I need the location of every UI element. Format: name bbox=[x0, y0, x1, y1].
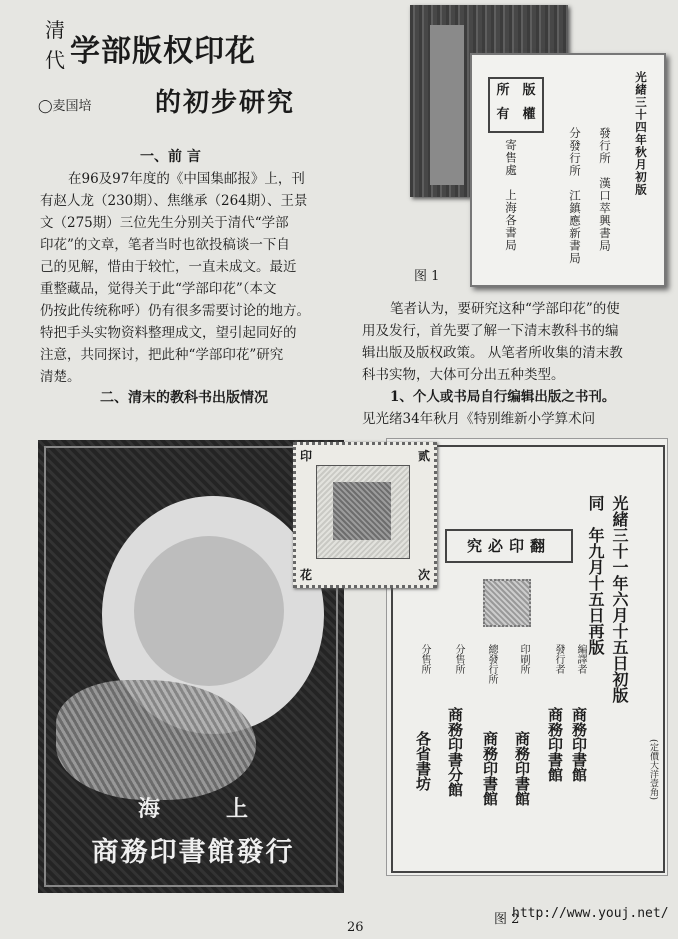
text-line: 辑出版及版权政策。 从笔者所收集的清末教 bbox=[362, 345, 623, 361]
price-note: (定價大洋壹角) bbox=[648, 739, 658, 801]
text-line: 印花”的文章，笔者当时也欲投稿谈一下自 bbox=[40, 237, 290, 253]
figure1-label: 图 1 bbox=[414, 269, 440, 284]
stamp-corner: 贰 bbox=[417, 449, 430, 463]
copyright-seal: 究必印翻 bbox=[445, 529, 573, 563]
text-line: 重整藏品，觉得关于此“学部印花”（本文 bbox=[40, 281, 277, 297]
title-prefix-char: 代 bbox=[45, 48, 65, 72]
title-prefix-char: 清 bbox=[45, 18, 65, 42]
stamp-char: 所 bbox=[496, 83, 510, 98]
section-heading-textbooks: 二、清末的教科书出版情况 bbox=[100, 390, 268, 406]
role-label: 編譯者 bbox=[575, 644, 586, 674]
stamp-char: 有 bbox=[496, 107, 510, 122]
stamp-corner: 花 bbox=[300, 568, 313, 582]
publisher-line: 發行所 漢口萃興書局 bbox=[598, 127, 612, 252]
role-label: 發行者 bbox=[553, 644, 564, 674]
stamp-inner bbox=[316, 465, 410, 559]
cover-publisher: 商務印書館發行 bbox=[91, 837, 295, 868]
text-line: 特把手头实物资料整理成文，望引起同好的 bbox=[40, 325, 297, 341]
text-line: 在96及97年度的《中国集邮报》上，刊 bbox=[68, 171, 305, 187]
author-byline: ◯麦国培 bbox=[38, 99, 92, 114]
page-number: 26 bbox=[347, 920, 364, 935]
text-line: 科书实物，大体可分出五种类型。 bbox=[362, 367, 565, 383]
role-label: 印刷所 bbox=[518, 644, 529, 674]
text-line: 笔者认为，要研究这种“学部印花”的使 bbox=[390, 301, 620, 317]
intro-paragraph bbox=[40, 168, 340, 388]
stamp-corner: 印 bbox=[300, 449, 313, 463]
figure2-label: 图 2 bbox=[494, 912, 520, 927]
date-line-first: 光緒三十一年六月十五日初版 bbox=[610, 495, 629, 703]
stamp-char: 權 bbox=[522, 107, 536, 122]
figure1-copyright-page bbox=[470, 53, 666, 287]
role-label: 總發行所 bbox=[486, 644, 497, 684]
title-prefix bbox=[44, 20, 66, 70]
postage-stamp-small bbox=[483, 579, 531, 627]
watermark-url: http://www.youj.net/ bbox=[512, 906, 669, 921]
copyright-stamp bbox=[488, 77, 544, 133]
publication-date: 光緒三十四年秋月初版 bbox=[634, 71, 648, 196]
stamp-char: 版 bbox=[522, 83, 536, 98]
role-label: 分售所 bbox=[453, 644, 464, 674]
text-line: 文（275期）三位先生分别关于清代“学部 bbox=[40, 215, 289, 231]
article-subtitle: 的初步研究 bbox=[155, 88, 296, 118]
cover-city-right: 上 bbox=[226, 797, 249, 822]
name-column: 商務印書分館 bbox=[446, 707, 464, 797]
text-line: 清楚。 bbox=[40, 369, 81, 385]
text-line: 己的见解，惜由于较忙，一直未成文。最近 bbox=[40, 259, 297, 275]
distributor-line: 分發行所 江鎮應新書局 bbox=[568, 127, 582, 265]
section-heading-intro: 一、前 言 bbox=[140, 149, 201, 165]
stamp-corner: 次 bbox=[417, 568, 430, 582]
name-column: 商務印書館 bbox=[513, 731, 531, 806]
name-column: 商務印書館 bbox=[570, 707, 588, 782]
name-column: 各省書坊 bbox=[414, 731, 432, 791]
role-label: 分售所 bbox=[419, 644, 430, 674]
text-line: 仍按此传统称呼）仍有很多需要讨论的地方。 bbox=[40, 303, 310, 319]
body-paragraph-right bbox=[362, 298, 664, 430]
name-column: 商務印書館 bbox=[546, 707, 564, 782]
cover-city-left: 海 bbox=[138, 797, 161, 822]
text-line: 注意，共同探讨，把此种“学部印花”研究 bbox=[40, 347, 284, 363]
text-line: 有赵人龙（230期）、焦继承（264期）、王景 bbox=[40, 193, 308, 209]
name-column: 商務印書館 bbox=[481, 731, 499, 806]
seller-line: 寄售處 上海各書局 bbox=[504, 139, 518, 252]
stamp-seal bbox=[333, 482, 391, 540]
article-title: 学部版权印花 bbox=[70, 34, 256, 69]
text-line: 1、个人或书局自行编辑出版之书刊。 bbox=[390, 389, 616, 405]
text-line: 用及发行，首先要了解一下清末教科书的编 bbox=[362, 323, 619, 339]
revenue-stamp bbox=[293, 442, 437, 588]
text-line: 见光绪34年秋月《特别维新小学算术问 bbox=[362, 411, 596, 427]
date-line-second: 同 年九月十五日再版 bbox=[586, 495, 605, 655]
